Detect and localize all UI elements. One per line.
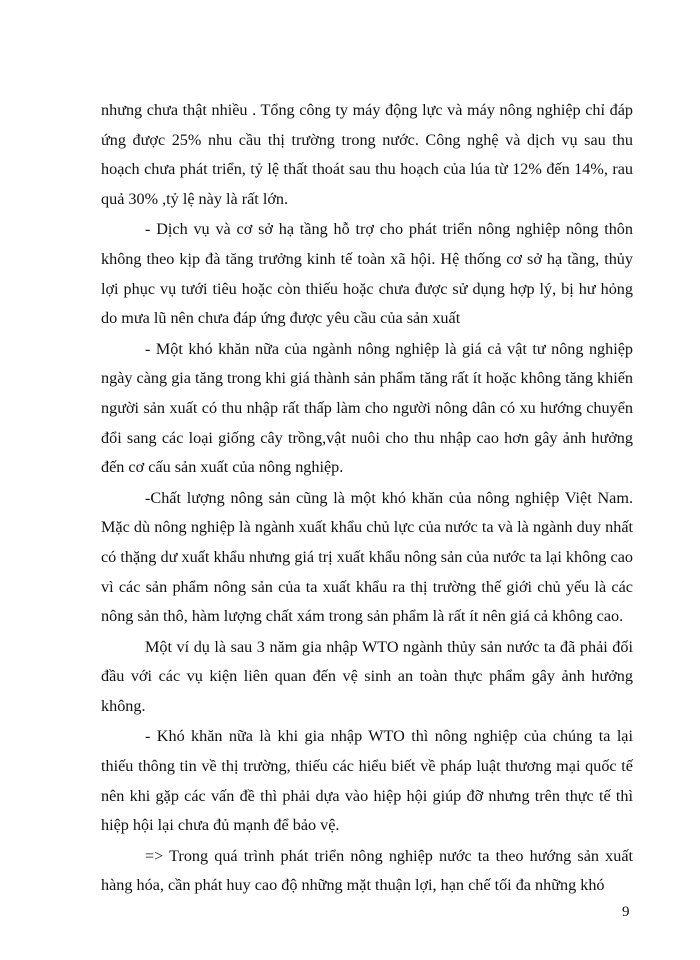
body-text: [101, 96, 633, 901]
paragraph-7: => Trong quá trình phát triển nông nghiệp nước ta theo hướng sản xuất hàng hóa, cần phát huy cao độ những mặt thuận lợi, hạn chế tối đa những khó: [101, 846, 633, 895]
paragraph-4: -Chất lượng nông sản cũng là một khó khăn của nông nghiệp Việt Nam. Mặc dù nông nghiệp là ngành xuất khẩu chủ lực của nước ta và là ngành duy nhất có thặng dư xuất khẩu nhưng giá trị xuất khẩu nông sản của nước ta lại không cao vì các sản phẩm nông sản của ta xuất khẩu ra thị trường thế giới chủ yếu là các nông sản thô, hàm lượng chất xám trong sản phẩm là rất ít nên giá cả không cao.: [101, 488, 633, 626]
paragraph-2: - Dịch vụ và cơ sở hạ tầng hỗ trợ cho phát triển nông nghiệp nông thôn không theo kịp đà tăng trưởng kinh tế toàn xã hội. Hệ thống cơ sở hạ tầng, thủy lợi phục vụ tưới tiêu hoặc còn thiếu hoặc chưa được sử dụng hợp lý, bị hư hỏng do mưa lũ nên chưa đáp ứng được yêu cầu của sản xuất: [101, 220, 633, 328]
paragraph-6: - Khó khăn nữa là khi gia nhập WTO thì nông nghiệp của chúng ta lại thiếu thông tin về thị trường, thiếu các hiểu biết về pháp luật thương mại quốc tế nên khi gặp các vấn đề thì phải dựa vào hiệp hội giúp đỡ nhưng trên thực tế thì hiệp hội lại chưa đủ mạnh để bảo vệ.: [101, 727, 633, 835]
paragraph-1: nhưng chưa thật nhiều . Tổng công ty máy động lực và máy nông nghiệp chỉ đáp ứng được 25% nhu cầu thị trường trong nước. Công nghệ và dịch vụ sau thu hoạch chưa phát triển, tỷ lệ thất thoát sau thu hoạch của lúa từ 12% đến 14%, rau quả 30% ,tỷ lệ này là rất lớn.: [101, 101, 633, 208]
page-number: 9: [622, 904, 630, 920]
paragraph-3: - Một khó khăn nữa của ngành nông nghiệp là giá cả vật tư nông nghiệp ngày càng gia tăng trong khi giá thành sản phẩm tăng rất ít hoặc không tăng khiến người sản xuất có thu nhập rất thấp làm cho người nông dân có xu hướng chuyển đổi sang các loại giống cây trồng,vật nuôi cho thu nhập cao hơn gây ảnh hưởng đến cơ cấu sản xuất của nông nghiệp.: [101, 339, 633, 477]
paragraph-5: Một ví dụ là sau 3 năm gia nhập WTO ngành thủy sản nước ta đã phải đối đầu với các vụ kiện liên quan đến vệ sinh an toàn thực phẩm gây ảnh hưởng không.: [101, 637, 633, 715]
